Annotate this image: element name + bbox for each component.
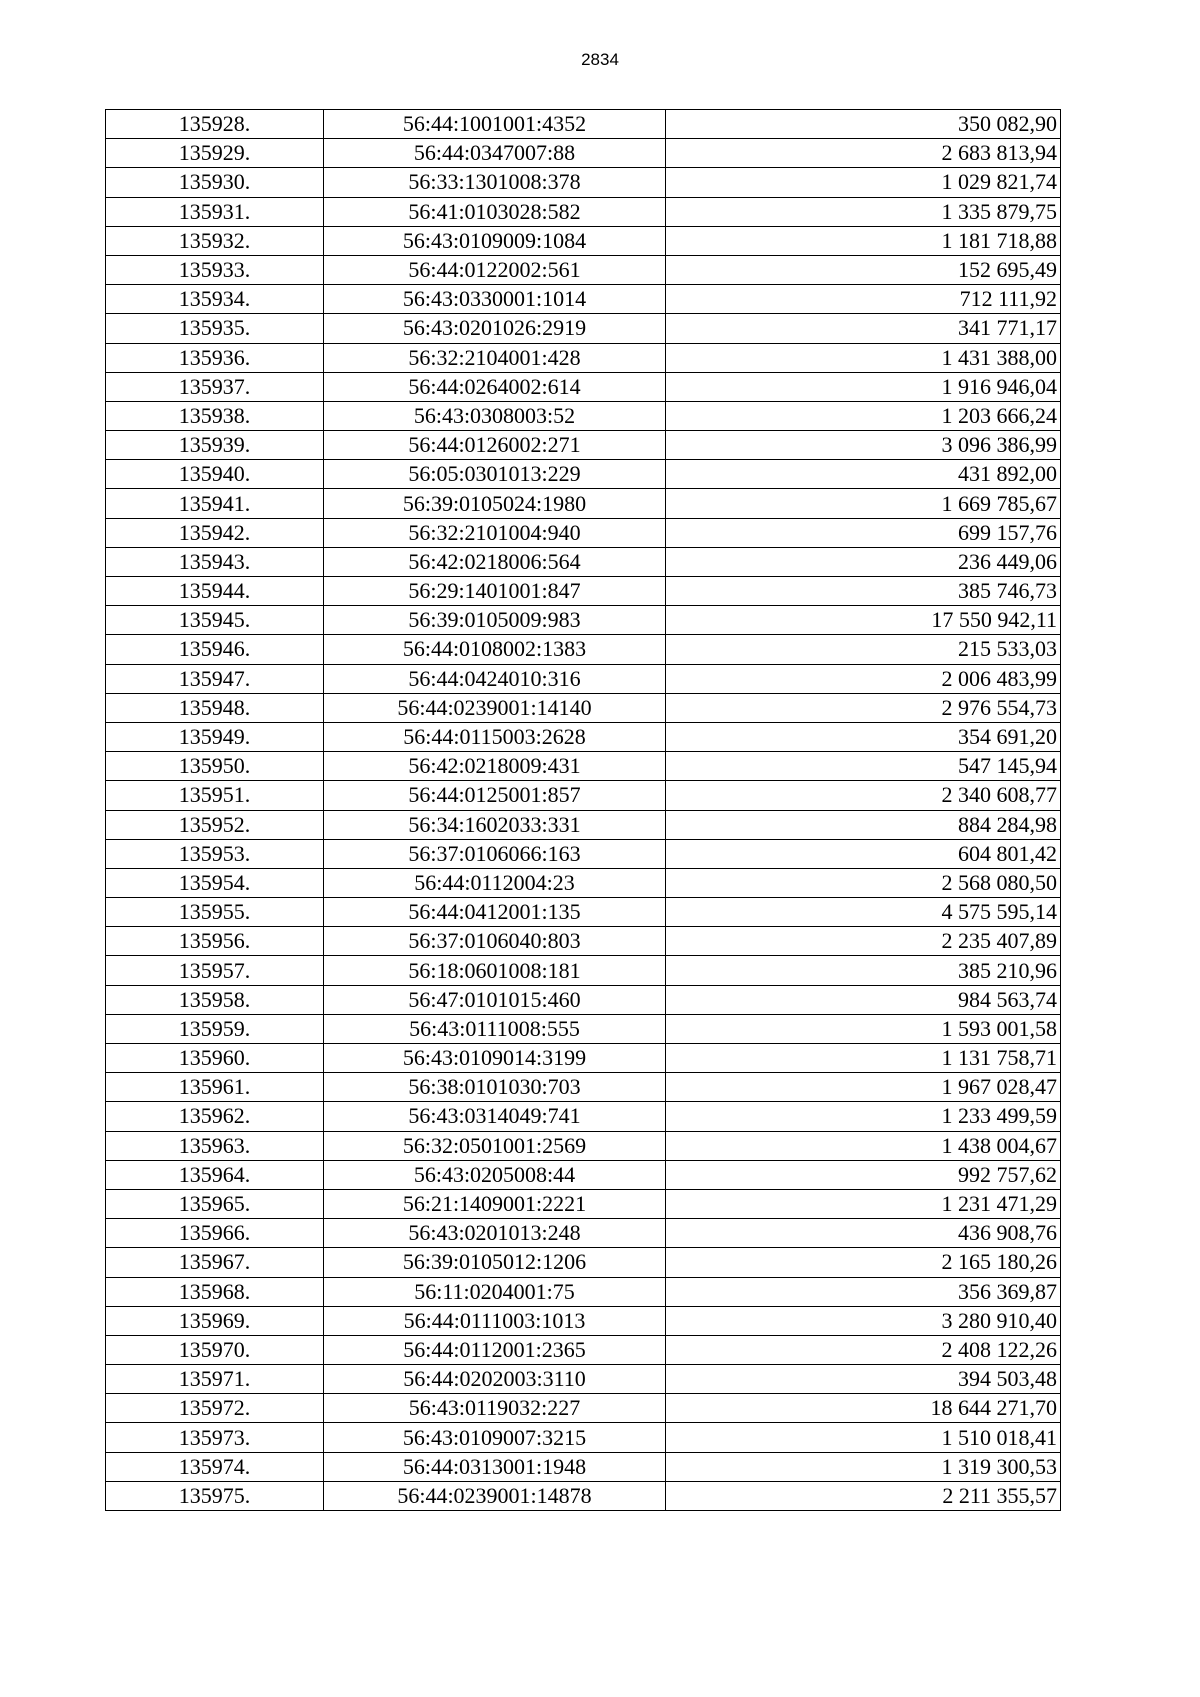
- row-number-cell: 135951.: [106, 781, 324, 810]
- cadastral-number-cell: 56:21:1409001:2221: [324, 1189, 666, 1218]
- cadastral-number-cell: 56:44:0202003:3110: [324, 1365, 666, 1394]
- cadastral-value-cell: 992 757,62: [666, 1160, 1061, 1189]
- table-row: [106, 722, 1061, 751]
- row-number-cell: 135971.: [106, 1365, 324, 1394]
- cadastral-value-cell: 341 771,17: [666, 314, 1061, 343]
- cadastral-value-cell: 2 006 483,99: [666, 664, 1061, 693]
- cadastral-value-cell: 236 449,06: [666, 547, 1061, 576]
- table-row: [106, 1160, 1061, 1189]
- table-row: [106, 226, 1061, 255]
- row-number-cell: 135940.: [106, 460, 324, 489]
- table-row: [106, 1219, 1061, 1248]
- row-number-cell: 135938.: [106, 401, 324, 430]
- row-number-cell: 135947.: [106, 664, 324, 693]
- table-row: [106, 460, 1061, 489]
- table-row: [106, 927, 1061, 956]
- cadastral-number-cell: 56:43:0314049:741: [324, 1102, 666, 1131]
- cadastral-number-cell: 56:44:0264002:614: [324, 372, 666, 401]
- table-row: [106, 343, 1061, 372]
- cadastral-number-cell: 56:43:0109009:1084: [324, 226, 666, 255]
- cadastral-number-cell: 56:47:0101015:460: [324, 985, 666, 1014]
- row-number-cell: 135956.: [106, 927, 324, 956]
- cadastral-value-cell: 1 233 499,59: [666, 1102, 1061, 1131]
- cadastral-value-cell: 1 916 946,04: [666, 372, 1061, 401]
- table-row: [106, 868, 1061, 897]
- table-row: [106, 839, 1061, 868]
- table-row: [106, 1365, 1061, 1394]
- table-row: [106, 1481, 1061, 1510]
- table-row: [106, 110, 1061, 139]
- cadastral-value-cell: 1 029 821,74: [666, 168, 1061, 197]
- cadastral-value-cell: 215 533,03: [666, 635, 1061, 664]
- cadastral-value-cell: 3 096 386,99: [666, 431, 1061, 460]
- cadastral-number-cell: 56:43:0109007:3215: [324, 1423, 666, 1452]
- cadastral-value-cell: 1 203 666,24: [666, 401, 1061, 430]
- row-number-cell: 135942.: [106, 518, 324, 547]
- cadastral-number-cell: 56:43:0330001:1014: [324, 285, 666, 314]
- table-row: [106, 1277, 1061, 1306]
- cadastral-number-cell: 56:42:0218006:564: [324, 547, 666, 576]
- row-number-cell: 135929.: [106, 139, 324, 168]
- cadastral-value-cell: 2 165 180,26: [666, 1248, 1061, 1277]
- cadastral-number-cell: 56:37:0106040:803: [324, 927, 666, 956]
- cadastral-value-cell: 604 801,42: [666, 839, 1061, 868]
- cadastral-value-cell: 354 691,20: [666, 722, 1061, 751]
- table-row: [106, 1044, 1061, 1073]
- cadastral-value-cell: 884 284,98: [666, 810, 1061, 839]
- cadastral-number-cell: 56:44:0111003:1013: [324, 1306, 666, 1335]
- table-row: [106, 606, 1061, 635]
- cadastral-value-cell: 547 145,94: [666, 752, 1061, 781]
- cadastral-value-cell: 712 111,92: [666, 285, 1061, 314]
- cadastral-value-cell: 350 082,90: [666, 110, 1061, 139]
- table-row: [106, 518, 1061, 547]
- cadastral-number-cell: 56:39:0105024:1980: [324, 489, 666, 518]
- cadastral-value-cell: 2 408 122,26: [666, 1335, 1061, 1364]
- row-number-cell: 135953.: [106, 839, 324, 868]
- row-number-cell: 135936.: [106, 343, 324, 372]
- row-number-cell: 135962.: [106, 1102, 324, 1131]
- cadastral-number-cell: 56:43:0201013:248: [324, 1219, 666, 1248]
- cadastral-value-cell: 385 210,96: [666, 956, 1061, 985]
- cadastral-number-cell: 56:39:0105012:1206: [324, 1248, 666, 1277]
- row-number-cell: 135950.: [106, 752, 324, 781]
- cadastral-number-cell: 56:32:0501001:2569: [324, 1131, 666, 1160]
- cadastral-number-cell: 56:44:0125001:857: [324, 781, 666, 810]
- table-row: [106, 985, 1061, 1014]
- cadastral-number-cell: 56:44:0112004:23: [324, 868, 666, 897]
- table-row: [106, 1189, 1061, 1218]
- table-row: [106, 1394, 1061, 1423]
- table-row: [106, 401, 1061, 430]
- cadastral-number-cell: 56:43:0119032:227: [324, 1394, 666, 1423]
- row-number-cell: 135955.: [106, 898, 324, 927]
- cadastral-number-cell: 56:41:0103028:582: [324, 197, 666, 226]
- table-row: [106, 139, 1061, 168]
- table-row: [106, 1423, 1061, 1452]
- row-number-cell: 135933.: [106, 255, 324, 284]
- row-number-cell: 135969.: [106, 1306, 324, 1335]
- row-number-cell: 135973.: [106, 1423, 324, 1452]
- row-number-cell: 135928.: [106, 110, 324, 139]
- cadastral-value-cell: 1 438 004,67: [666, 1131, 1061, 1160]
- cadastral-number-cell: 56:43:0205008:44: [324, 1160, 666, 1189]
- row-number-cell: 135966.: [106, 1219, 324, 1248]
- table-row: [106, 956, 1061, 985]
- table-row: [106, 489, 1061, 518]
- cadastral-number-cell: 56:39:0105009:983: [324, 606, 666, 635]
- row-number-cell: 135975.: [106, 1481, 324, 1510]
- cadastral-number-cell: 56:44:0239001:14878: [324, 1481, 666, 1510]
- cadastral-number-cell: 56:43:0111008:555: [324, 1014, 666, 1043]
- table-row: [106, 1102, 1061, 1131]
- table-row: [106, 1131, 1061, 1160]
- cadastral-value-cell: 1 181 718,88: [666, 226, 1061, 255]
- cadastral-number-cell: 56:44:0424010:316: [324, 664, 666, 693]
- cadastral-number-cell: 56:05:0301013:229: [324, 460, 666, 489]
- table-row: [106, 1248, 1061, 1277]
- cadastral-value-cell: 356 369,87: [666, 1277, 1061, 1306]
- row-number-cell: 135931.: [106, 197, 324, 226]
- table-row: [106, 635, 1061, 664]
- row-number-cell: 135967.: [106, 1248, 324, 1277]
- cadastral-number-cell: 56:32:2104001:428: [324, 343, 666, 372]
- row-number-cell: 135935.: [106, 314, 324, 343]
- cadastral-number-cell: 56:43:0201026:2919: [324, 314, 666, 343]
- cadastral-value-cell: 984 563,74: [666, 985, 1061, 1014]
- row-number-cell: 135965.: [106, 1189, 324, 1218]
- row-number-cell: 135960.: [106, 1044, 324, 1073]
- cadastral-value-cell: 1 510 018,41: [666, 1423, 1061, 1452]
- table-row: [106, 1452, 1061, 1481]
- row-number-cell: 135948.: [106, 693, 324, 722]
- table-row: [106, 431, 1061, 460]
- cadastral-value-cell: 2 235 407,89: [666, 927, 1061, 956]
- cadastral-value-cell: 2 976 554,73: [666, 693, 1061, 722]
- cadastral-value-cell: 431 892,00: [666, 460, 1061, 489]
- cadastral-value-cell: 2 340 608,77: [666, 781, 1061, 810]
- cadastral-number-cell: 56:44:0347007:88: [324, 139, 666, 168]
- table-row: [106, 693, 1061, 722]
- row-number-cell: 135949.: [106, 722, 324, 751]
- table-row: [106, 1014, 1061, 1043]
- table-row: [106, 664, 1061, 693]
- cadastral-number-cell: 56:44:0126002:271: [324, 431, 666, 460]
- cadastral-number-cell: 56:44:0239001:14140: [324, 693, 666, 722]
- cadastral-value-cell: 699 157,76: [666, 518, 1061, 547]
- row-number-cell: 135958.: [106, 985, 324, 1014]
- cadastral-value-cell: 17 550 942,11: [666, 606, 1061, 635]
- table-row: [106, 898, 1061, 927]
- table-row: [106, 372, 1061, 401]
- row-number-cell: 135957.: [106, 956, 324, 985]
- table-row: [106, 1073, 1061, 1102]
- row-number-cell: 135941.: [106, 489, 324, 518]
- table-row: [106, 1306, 1061, 1335]
- cadastral-value-cell: 2 568 080,50: [666, 868, 1061, 897]
- cadastral-number-cell: 56:32:2101004:940: [324, 518, 666, 547]
- table-row: [106, 197, 1061, 226]
- row-number-cell: 135970.: [106, 1335, 324, 1364]
- table-row: [106, 752, 1061, 781]
- cadastral-number-cell: 56:44:0108002:1383: [324, 635, 666, 664]
- table-row: [106, 781, 1061, 810]
- cadastral-number-cell: 56:29:1401001:847: [324, 577, 666, 606]
- cadastral-number-cell: 56:38:0101030:703: [324, 1073, 666, 1102]
- row-number-cell: 135959.: [106, 1014, 324, 1043]
- row-number-cell: 135945.: [106, 606, 324, 635]
- cadastral-number-cell: 56:11:0204001:75: [324, 1277, 666, 1306]
- cadastral-number-cell: 56:44:0313001:1948: [324, 1452, 666, 1481]
- cadastral-value-cell: 1 669 785,67: [666, 489, 1061, 518]
- cadastral-value-cell: 18 644 271,70: [666, 1394, 1061, 1423]
- registry-table: [105, 109, 1061, 1511]
- row-number-cell: 135963.: [106, 1131, 324, 1160]
- cadastral-value-cell: 2 211 355,57: [666, 1481, 1061, 1510]
- table-row: [106, 314, 1061, 343]
- row-number-cell: 135930.: [106, 168, 324, 197]
- row-number-cell: 135974.: [106, 1452, 324, 1481]
- cadastral-number-cell: 56:43:0308003:52: [324, 401, 666, 430]
- cadastral-value-cell: 1 231 471,29: [666, 1189, 1061, 1218]
- row-number-cell: 135946.: [106, 635, 324, 664]
- cadastral-value-cell: 3 280 910,40: [666, 1306, 1061, 1335]
- cadastral-number-cell: 56:43:0109014:3199: [324, 1044, 666, 1073]
- table-row: [106, 810, 1061, 839]
- page-number: 2834: [581, 50, 619, 69]
- row-number-cell: 135972.: [106, 1394, 324, 1423]
- cadastral-value-cell: 1 335 879,75: [666, 197, 1061, 226]
- cadastral-number-cell: 56:34:1602033:331: [324, 810, 666, 839]
- row-number-cell: 135937.: [106, 372, 324, 401]
- table-row: [106, 168, 1061, 197]
- cadastral-number-cell: 56:33:1301008:378: [324, 168, 666, 197]
- cadastral-value-cell: 152 695,49: [666, 255, 1061, 284]
- row-number-cell: 135934.: [106, 285, 324, 314]
- table-row: [106, 577, 1061, 606]
- registry-table-body: [106, 110, 1061, 1511]
- cadastral-value-cell: 394 503,48: [666, 1365, 1061, 1394]
- cadastral-value-cell: 1 319 300,53: [666, 1452, 1061, 1481]
- cadastral-number-cell: 56:42:0218009:431: [324, 752, 666, 781]
- row-number-cell: 135939.: [106, 431, 324, 460]
- cadastral-number-cell: 56:44:1001001:4352: [324, 110, 666, 139]
- row-number-cell: 135932.: [106, 226, 324, 255]
- cadastral-value-cell: 385 746,73: [666, 577, 1061, 606]
- cadastral-value-cell: 1 131 758,71: [666, 1044, 1061, 1073]
- cadastral-number-cell: 56:18:0601008:181: [324, 956, 666, 985]
- cadastral-number-cell: 56:44:0112001:2365: [324, 1335, 666, 1364]
- cadastral-value-cell: 1 593 001,58: [666, 1014, 1061, 1043]
- table-row: [106, 1335, 1061, 1364]
- cadastral-number-cell: 56:44:0122002:561: [324, 255, 666, 284]
- row-number-cell: 135943.: [106, 547, 324, 576]
- cadastral-value-cell: 1 967 028,47: [666, 1073, 1061, 1102]
- row-number-cell: 135944.: [106, 577, 324, 606]
- cadastral-value-cell: 2 683 813,94: [666, 139, 1061, 168]
- row-number-cell: 135961.: [106, 1073, 324, 1102]
- row-number-cell: 135968.: [106, 1277, 324, 1306]
- table-row: [106, 547, 1061, 576]
- row-number-cell: 135964.: [106, 1160, 324, 1189]
- table-row: [106, 285, 1061, 314]
- cadastral-value-cell: 436 908,76: [666, 1219, 1061, 1248]
- cadastral-value-cell: 4 575 595,14: [666, 898, 1061, 927]
- cadastral-value-cell: 1 431 388,00: [666, 343, 1061, 372]
- table-row: [106, 255, 1061, 284]
- row-number-cell: 135954.: [106, 868, 324, 897]
- cadastral-number-cell: 56:44:0412001:135: [324, 898, 666, 927]
- row-number-cell: 135952.: [106, 810, 324, 839]
- cadastral-number-cell: 56:37:0106066:163: [324, 839, 666, 868]
- cadastral-number-cell: 56:44:0115003:2628: [324, 722, 666, 751]
